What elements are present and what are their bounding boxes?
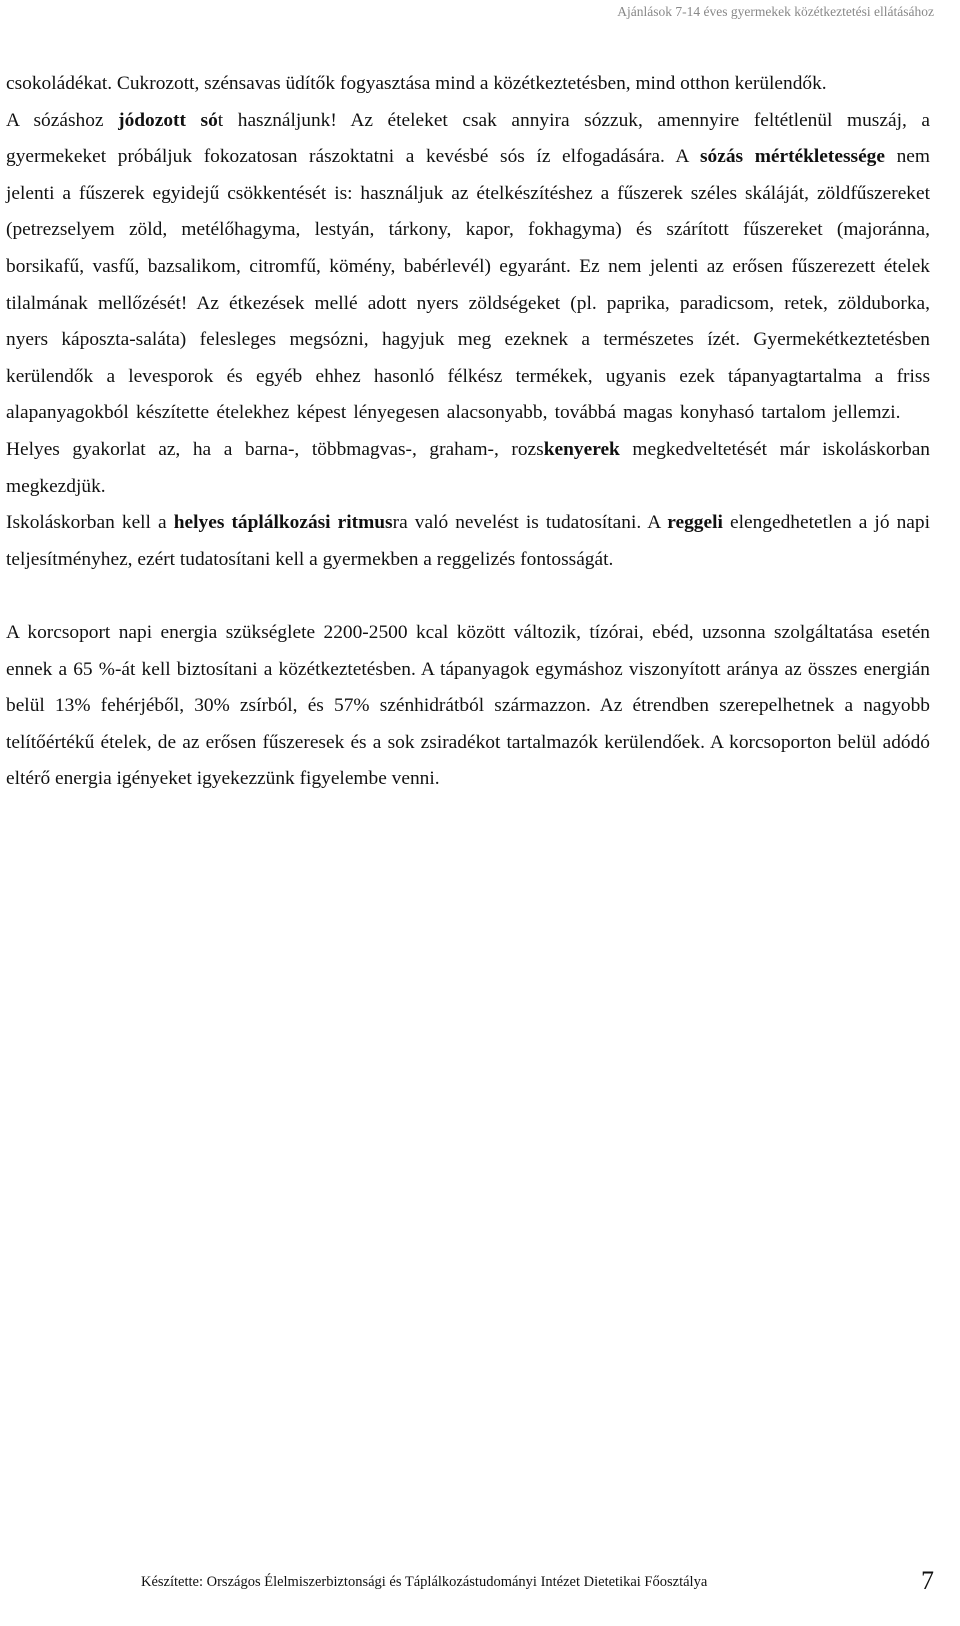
paragraph-2-text-3: nem jelenti a fűszerek egyidejű csökkentését is: használjuk az ételkészítéshez a fűszerek széles skáláját, zöldfűszereket (petrezselyem zöld, metélőhagyma, lestyán, tárkony, kapor, fokhagyma) és szárított fűszereket (majoránna, borsikafű, vasfű, bazsalikom, citromfű, kömény, babérlevél) egyaránt. Ez nem jelenti az erősen fűszerezett ételek tilalmának mellőzését! Az étkezések mellé adott nyers zöldségeket (pl. paprika, paradicsom, retek, zölduborka, nyers káposzta-saláta) felesleges megsózni, hagyjuk meg ezeknek a természetes ízét. Gyermekétkeztetésben kerülendők a levesporok és egyéb ehhez hasonló félkész termékek, ugyanis ezek tápanyagtartalma a friss alapanyagokból készítette ételekhez képest lényegesen alacsonyabb, továbbá magas konyhasó tartalom jellemzi. (6, 146, 930, 424)
paragraph-4-bold-eating-rhythm: helyes táplálkozási ritmus (173, 512, 393, 534)
footer-author: Készítette: Országos Élelmiszerbiztonsági és Táplálkozástudományi Intézet Dietetikai Főosztálya (141, 1574, 708, 1590)
paragraph-3-text-1: Helyes gyakorlat az, ha a barna-, többmagvas-, graham-, rozs (6, 438, 544, 460)
paragraph-4-text-3: elengedhetetlen a jó napi teljesítményhez, ezért tudatosítani kell a gyermekben a reggelizés fontosságát. (6, 512, 930, 570)
paragraph-4 (6, 505, 930, 578)
paragraph-2 (6, 103, 930, 432)
running-header: Ajánlások 7-14 éves gyermekek közétkeztetési ellátásához (617, 4, 934, 19)
paragraph-2-bold-iodized-salt: jódozott só (118, 109, 218, 131)
paragraph-4-bold-breakfast: reggeli (667, 512, 723, 534)
paragraph-3-bold-breads: kenyerek (543, 438, 620, 460)
document-body (6, 66, 930, 798)
paragraph-spacer (6, 578, 930, 615)
paragraph-3 (6, 432, 930, 505)
page-number: 7 (921, 1566, 934, 1595)
paragraph-4-text-2: ra való nevelést is tudatosítani. A (392, 512, 668, 534)
paragraph-2-text-2: t használjunk! Az ételeket csak annyira sózzuk, amennyire feltétlenül muszáj, a gyermekeket próbáljuk fokozatosan rászoktatni a kevésbé sós íz elfogadására. A (6, 109, 930, 168)
paragraph-2-text-1: A sózáshoz (6, 109, 119, 131)
paragraph-5: A korcsoport napi energia szükséglete 2200-2500 kcal között változik, tízórai, ebéd, uzsonna szolgáltatása esetén ennek a 65 %-át kell biztosítani a közétkeztetésben. A tápanyagok egymáshoz viszonyított aránya az összes energián belül 13% fehérjéből, 30% zsírból, és 57% szénhidrátból származzon. Az étrendben szerepelhetnek a nagyobb telítőértékű ételek, de az erősen fűszeresek és a sok zsiradékot tartalmazók kerülendőek. A korcsoporton belül adódó eltérő energia igényeket igyekezzünk figyelembe venni. (6, 621, 930, 790)
paragraph-2-bold-salt-moderation: sózás mértékletessége (699, 146, 885, 168)
paragraph-4-text-1: Iskoláskorban kell a (6, 512, 174, 534)
paragraph-1: csokoládékat. Cukrozott, szénsavas üdítők fogyasztása mind a közétkeztetésben, mind otthon kerülendők. (6, 73, 827, 94)
paragraph-3-text-2: megkedveltetését már iskoláskorban megkezdjük. (6, 438, 931, 497)
